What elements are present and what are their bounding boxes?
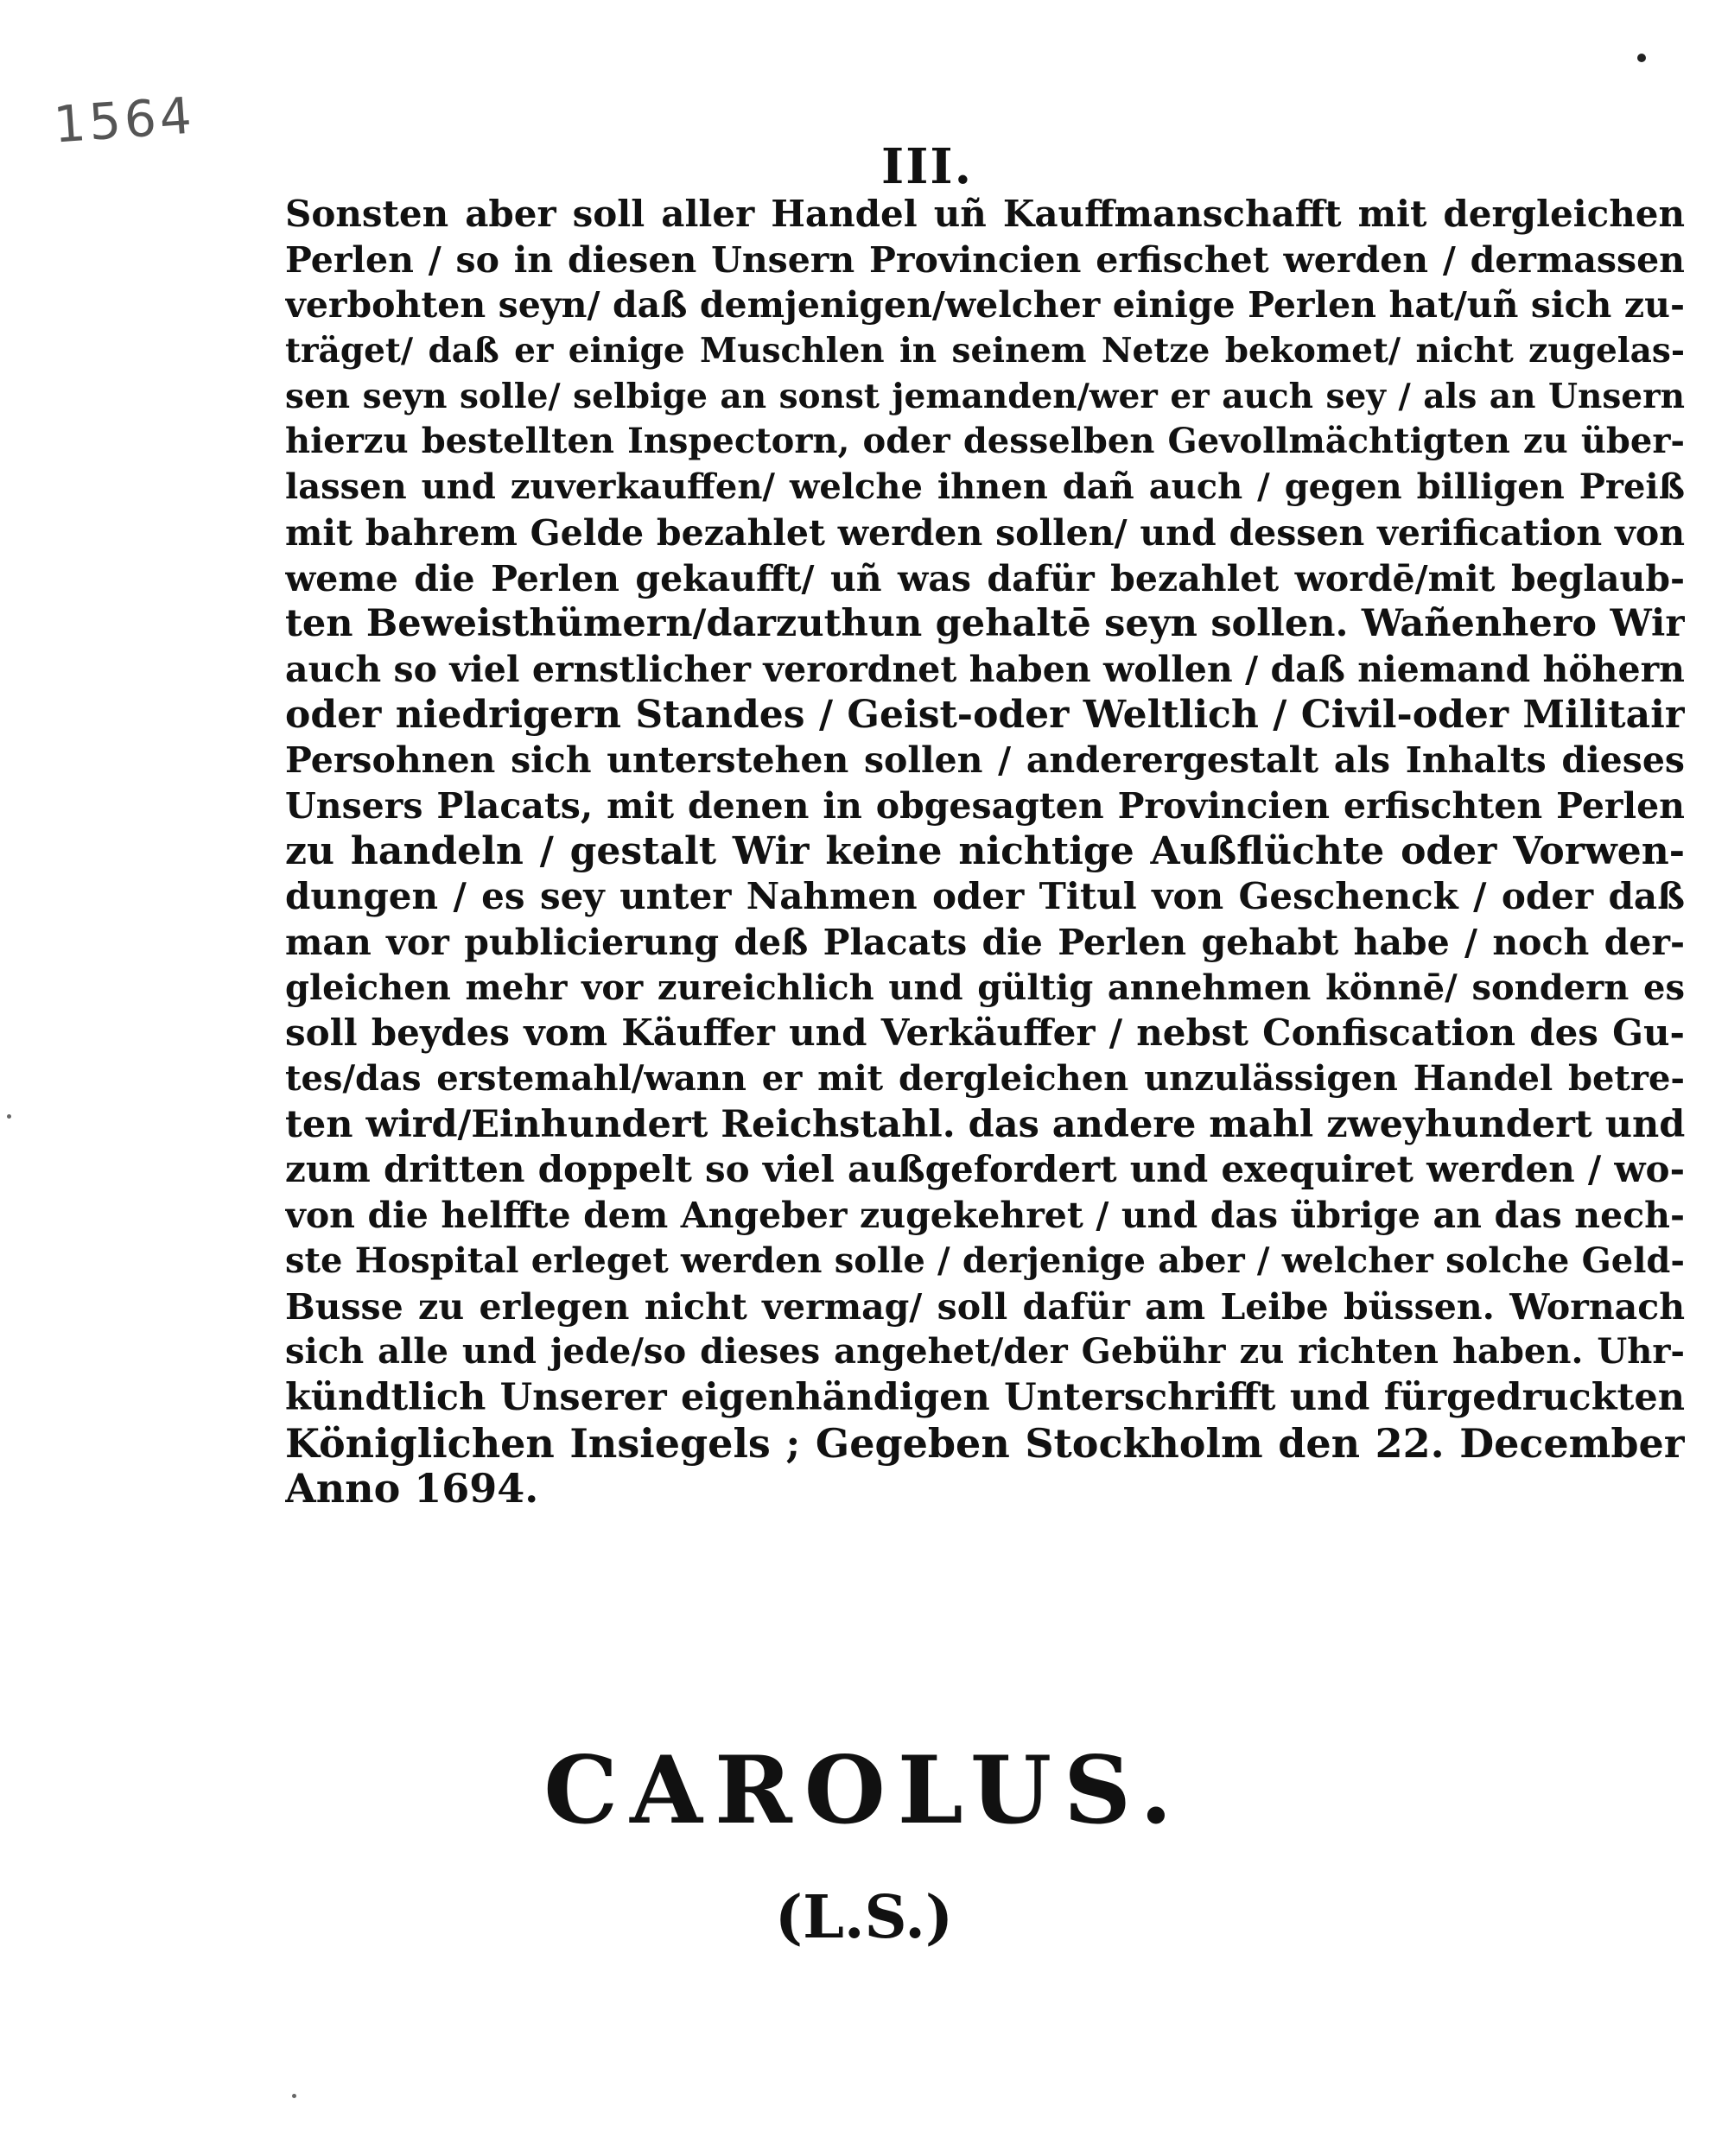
- text-line: träget/ daß er einige Muschlen in seinem Netze bekomet/ nicht zugelas-: [285, 331, 1685, 371]
- section-number: III.: [881, 138, 974, 195]
- text-line: sen seyn solle/ selbige an sonst jemanden/wer er auch sey / als an Unsern: [285, 376, 1685, 416]
- text-line: Sonsten aber soll aller Handel uñ Kauffmanschafft mit dergleichen: [285, 193, 1685, 235]
- ink-speck: [1637, 54, 1646, 62]
- text-line: Unsers Placats, mit denen in obgesagten Provincien erfischten Perlen: [285, 784, 1685, 827]
- text-line: ten wird/Einhundert Reichstahl. das andere mahl zweyhundert und: [285, 1102, 1685, 1146]
- text-line: tes/das erstemahl/wann er mit dergleichen unzulässigen Handel betre-: [285, 1058, 1685, 1100]
- text-line: zu handeln / gestalt Wir keine nichtige Außflüchte oder Vorwen-: [285, 828, 1685, 873]
- text-line: Persohnen sich unterstehen sollen / anderergestalt als Inhalts dieses: [285, 739, 1685, 782]
- text-line: kündtlich Unserer eigenhändigen Unterschrifft und fürgedruckten: [285, 1375, 1685, 1419]
- text-line: man vor publicierung deß Placats die Perlen gehabt habe / noch der-: [285, 922, 1685, 963]
- handwritten-margin-note: 1564: [51, 86, 197, 155]
- text-line: verbohten seyn/ daß demjenigen/welcher einige Perlen hat/uñ sich zu-: [285, 284, 1685, 327]
- text-line: hierzu bestellten Inspectorn, oder desselben Gevollmächtigten zu über-: [285, 421, 1685, 462]
- royal-signature: CAROLUS.: [543, 1736, 1185, 1845]
- text-line: Königlichen Insiegels ; Gegeben Stockholm den 22. December: [285, 1420, 1685, 1467]
- text-line: soll beydes vom Käuffer und Verkäuffer / nebst Confiscation des Gu-: [285, 1011, 1685, 1055]
- text-line: weme die Perlen gekaufft/ uñ was dafür bezahlet wordē/mit beglaub-: [285, 557, 1685, 599]
- ink-speck: [292, 2094, 296, 2098]
- text-line: Anno 1694.: [285, 1466, 539, 1512]
- ink-speck: [7, 1114, 11, 1119]
- text-line: lassen und zuverkauffen/ welche ihnen dañ auch / gegen billigen Preiß: [285, 466, 1685, 508]
- text-line: Perlen / so in diesen Unsern Provincien erfischet werden / dermassen: [285, 238, 1685, 281]
- text-line: auch so viel ernstlicher verordnet haben wollen / daß niemand höhern: [285, 648, 1685, 690]
- text-line: Busse zu erlegen nicht vermag/ soll dafür am Leibe büssen. Wornach: [285, 1285, 1685, 1328]
- text-line: dungen / es sey unter Nahmen oder Titul von Geschenck / oder daß: [285, 875, 1685, 918]
- text-line: sich alle und jede/so dieses angehet/der Gebühr zu richten haben. Uhr-: [285, 1331, 1685, 1373]
- text-line: mit bahrem Gelde bezahlet werden sollen/ und dessen verification von: [285, 511, 1685, 554]
- seal-mark: (L.S.): [774, 1883, 954, 1952]
- text-line: ten Beweisthümern/darzuthun gehaltē seyn sollen. Wañenhero Wir: [285, 602, 1685, 646]
- text-line: oder niedrigern Standes / Geist-oder Weltlich / Civil-oder Militair: [285, 692, 1685, 737]
- text-line: ste Hospital erleget werden solle / derjenige aber / welcher solche Geld-: [285, 1240, 1685, 1281]
- body-text: [285, 192, 1685, 1512]
- text-line: gleichen mehr vor zureichlich und gültig annehmen könnē/ sondern es: [285, 967, 1685, 1008]
- text-line: zum dritten doppelt so viel außgefordert und exequiret werden / wo-: [285, 1148, 1685, 1191]
- text-line: von die helffte dem Angeber zugekehret / und das übrige an das nech-: [285, 1195, 1685, 1237]
